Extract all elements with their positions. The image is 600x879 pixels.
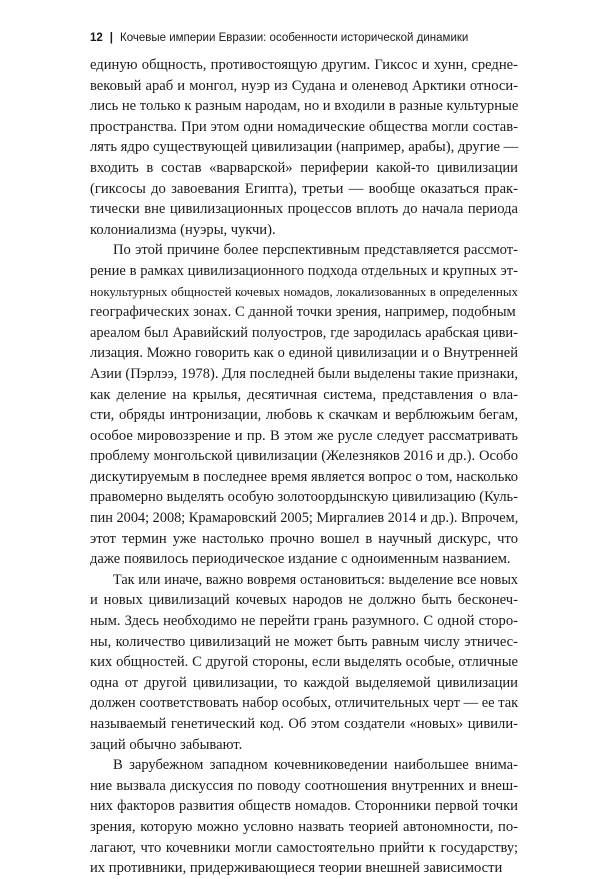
text-line: заций обычно забывают. [90,736,243,753]
text-line: единую общность, противостоящую другим. Гиксос и хунн, средне- [90,57,518,73]
text-line: нокультурных общностей кочевых номадов, локализованных в определенных [90,284,518,299]
text-line: зрения, которую можно условно назвать теорией автономности, по- [90,818,518,835]
text-line: правомерно выделять особую золотоордынскую цивилизацию (Куль- [90,489,518,506]
text-line: Азии (Пэрлээ, 1978). Для последней были выделены такие признаки, [90,365,518,382]
text-line: тически вне цивилизационных процессов вплоть до начала периода [90,201,518,218]
running-header [90,30,518,46]
text-line: лагают, что кочевники могли самостоятельно прийти к государству; [90,839,518,856]
text-line: вековый араб и монгол, нуэр из Судана и оленевод Арктики относи- [90,77,518,94]
text-line: особое мировоззрение и пр. В этом же русле следует рассматривать [90,427,518,444]
text-line: ние вызвала дискуссия по поводу соотношения внутренних и внеш- [90,777,518,794]
page-number: 12 [90,32,103,44]
text-line: лизация. Можно говорить как о единой цивилизации и о Внутренней [90,345,518,362]
text-line: ным. Здесь необходимо не перейти грань разумного. С одной сторо- [90,613,518,630]
text-line: проблему монгольской цивилизации (Железняков 2016 и др.). Особо [90,448,518,465]
text-line: сти, обряды интронизации, любовь к скачкам и верблюжьим бегам, [90,407,518,424]
text-line: пространства. При этом одни номадические общества могли состав- [90,118,518,135]
text-line: рение в рамках цивилизационного подхода отдельных и крупных эт- [90,262,518,279]
text-line: Так или иначе, важно вовремя остановиться: выделение все новых [113,571,518,588]
text-line: этот термин уже настолько прочно вошел в научный дискурс, что [90,530,518,547]
running-title: Кочевые империи Евразии: особенности исторической динамики [120,32,469,44]
text-line: и новых цивилизаций кочевых народов не должно быть бесконеч- [90,592,518,609]
text-line: колониализма (нуэры, чукчи). [90,221,276,238]
text-line: географических зонах. С данной точки зрения, например, подобным [90,304,516,321]
book-page [90,30,518,879]
text-line: ких общностей. С другой стороны, если выделять особые, отличные [90,654,518,671]
text-line: должен соответствовать набор особых, отличительных черт — ее так [90,695,519,712]
text-line: (гиксосы до завоевания Египта), третьи — вообще оказаться прак- [90,180,518,197]
text-line: называемый генетический код. Об этом создатели «новых» цивили- [90,716,518,732]
text-line: лять ядро существующей цивилизации (например, арабы), другие — [90,139,519,156]
text-line: даже появилось периодическое издание с одноименным названием. [90,551,511,568]
text-line: пин 2004; 2008; Крамаровский 2005; Миргалиев 2014 и др.). Впрочем, [90,510,519,527]
text-line: их противники, придерживающиеся теории внешней зависимости [90,860,503,877]
header-separator: | [109,32,114,44]
text-line: одна от другой цивилизации, то каждой выделяемой цивилизации [90,674,518,691]
text-line: ареалом был Аравийский полуостров, где зародилась арабская циви- [90,324,518,341]
text-line: как деление на крылья, десятичная система, представления о вла- [90,386,518,403]
text-line: них факторов развития обществ номадов. Сторонники первой точки [90,798,518,815]
body-text [90,55,518,879]
text-line: лись не только к разным народам, но и входили в разные культурные [90,98,519,115]
text-line: входить в состав «варварской» периферии какой-то цивилизации [90,159,518,176]
text-line: ны, количество цивилизаций не может быть равным числу этничес- [90,633,518,650]
text-line: По этой причине более перспективным представляется рассмот- [113,242,518,259]
text-line: дискутируемым в последнее время является вопрос о том, насколько [90,468,518,485]
text-line: В зарубежном западном кочевниковедении наибольшее внима- [113,757,518,774]
